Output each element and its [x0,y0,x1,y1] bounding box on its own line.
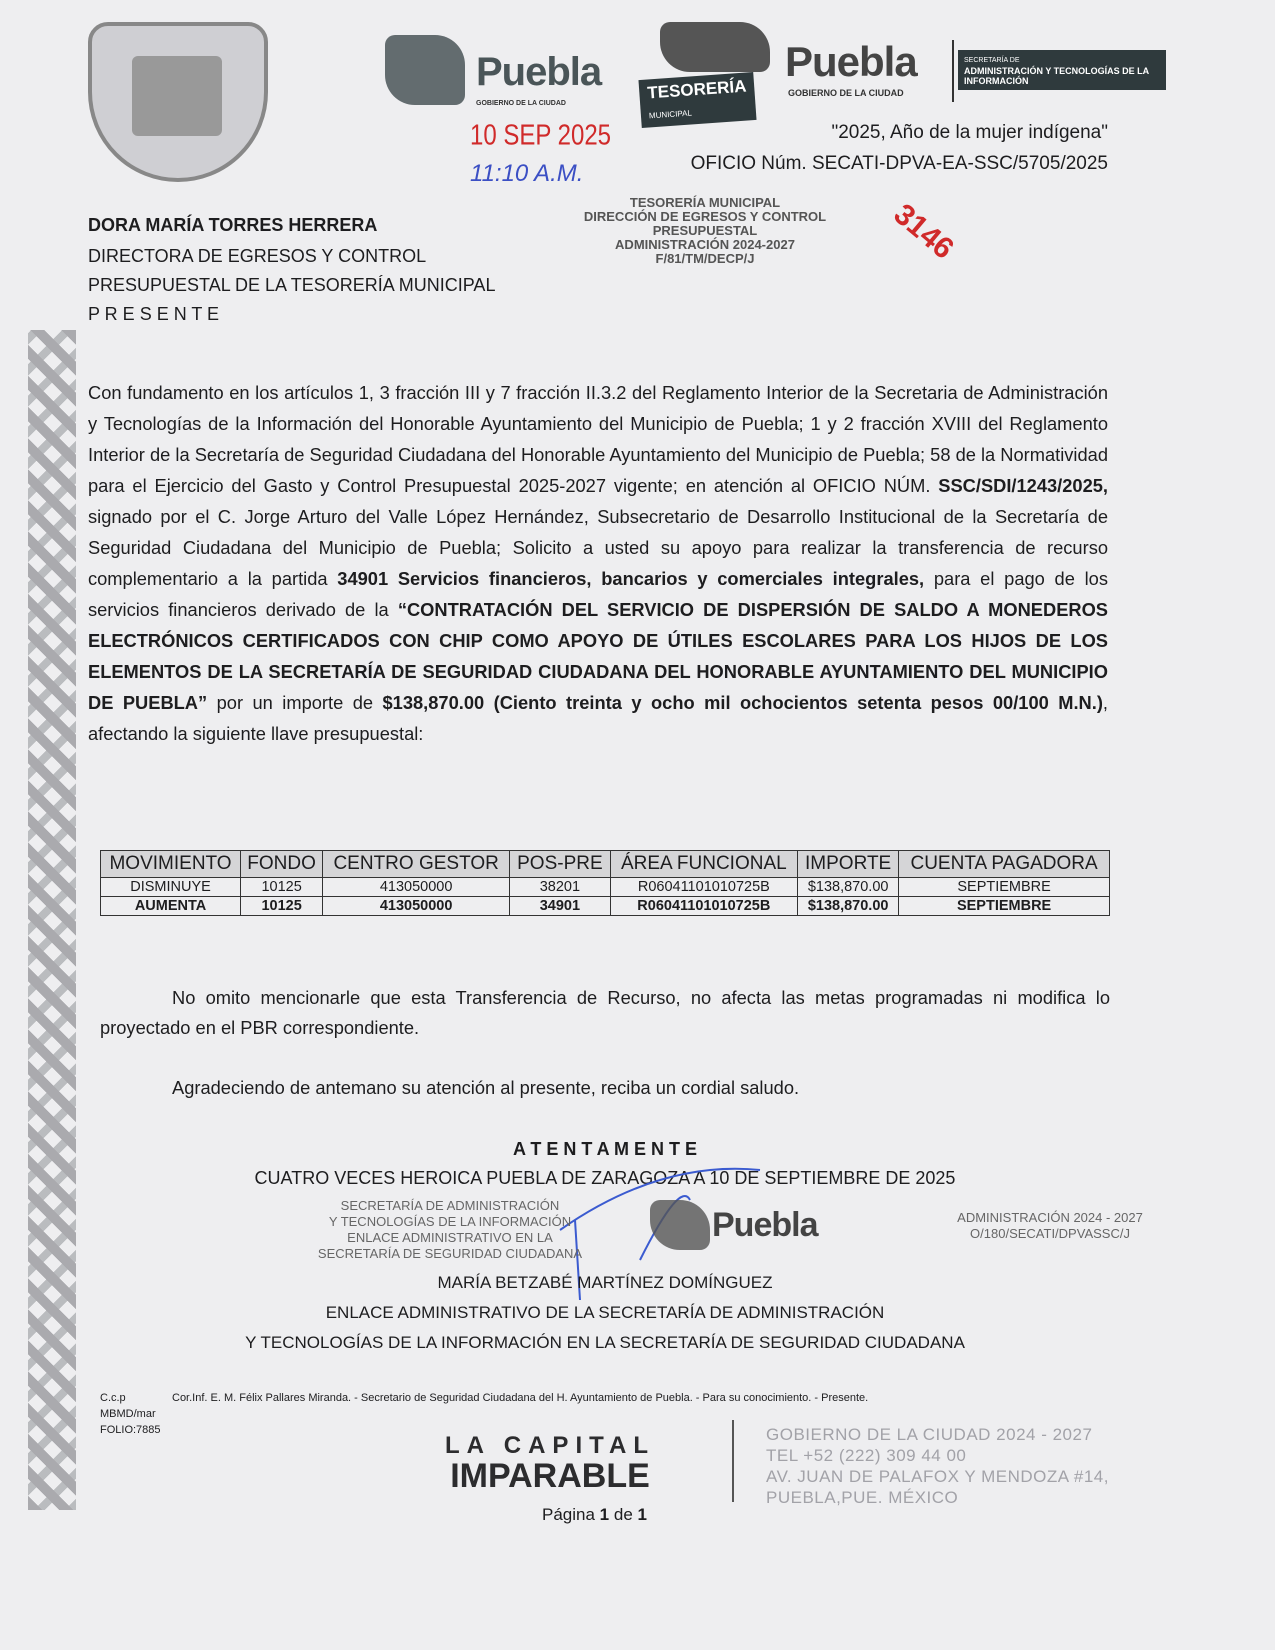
addressee-block [88,212,548,329]
signature-logo-word: Puebla [712,1206,818,1244]
cell: SEPTIEMBRE [899,897,1110,916]
motto: "2025, Año de la mujer indígena" [831,122,1108,143]
col-header: ÁREA FUNCIONAL [610,851,797,878]
cell: R06041101010725B [610,878,797,897]
secretaria-badge [958,50,1166,90]
total-pages: 1 [637,1505,647,1524]
stamp-line: ADMINISTRACIÓN 2024-2027 [615,237,795,252]
page-of: de [609,1505,638,1524]
logo-divider [952,40,954,102]
tesoreria-badge [638,72,756,128]
text: signado por el C. Jorge Arturo del Valle López Hernández, Subsecretario de Desarrollo Institucional de la Secretaría de Seguridad Ciudadana del Municipio de Puebla; Solicito a usted su apoyo para realizar la transferencia de recurso complementario a la partida [88,506,1108,589]
cell: 38201 [510,878,610,897]
signer-block [0,1268,1210,1358]
amount: $138,870.00 (Ciento treinta y ocho mil ochocientos setenta pesos 00/100 M.N.) [382,692,1103,713]
paragraph-saludo: Agradeciendo de antemano su atención al presente, reciba un cordial saludo. [172,1077,800,1098]
text: por un importe de [207,692,383,713]
municipal-seal [88,22,268,182]
place-date: CUATRO VECES HEROICA PUEBLA DE ZARAGOZA A 10 DE SEPTIEMBRE DE 2025 [254,1168,956,1188]
addressee-title-1: DIRECTORA DE EGRESOS Y CONTROL [88,246,427,266]
atentamente: A T E N T A M E N T E [513,1139,697,1159]
tesoreria-word: TESORERÍA [646,76,747,103]
folio-red-stamp: 3146 [887,197,960,266]
stamp-line: F/81/TM/DECP/J [655,251,755,266]
footer-tel: TEL +52 (222) 309 44 00 [766,1446,967,1465]
received-time-handwritten: 11:10 A.M. [470,160,584,187]
stamp-line: ENLACE ADMINISTRATIVO EN LA [347,1230,553,1245]
slogan-logo [400,1432,700,1495]
tesoreria-logo-sub: GOBIERNO DE LA CIUDAD [476,100,566,107]
col-header: CUENTA PAGADORA [899,851,1110,878]
col-header: IMPORTE [798,851,899,878]
oficio-ref: SSC/SDI/1243/2025, [938,475,1108,496]
stamp-line: SECRETARÍA DE ADMINISTRACIÓN [340,1198,560,1213]
body-paragraph [88,377,1108,749]
stamp-line: O/180/SECATI/DPVASSC/J [970,1226,1130,1241]
ccp-block [100,1390,868,1438]
slogan-line1: LA CAPITAL [445,1432,655,1459]
oficio-number: OFICIO Núm. SECATI-DPVA-EA-SSC/5705/2025 [690,153,1108,174]
cell: $138,870.00 [798,878,899,897]
signer-role: Y TECNOLOGÍAS DE LA INFORMACIÓN EN LA SECRETARÍA DE SEGURIDAD CIUDADANA [245,1333,965,1352]
secretaria-main: ADMINISTRACIÓN Y TECNOLOGÍAS DE LA INFORMACIÓN [964,66,1149,86]
signature-stamp-admin [930,1210,1170,1242]
col-header: FONDO [241,851,323,878]
signer-name: MARÍA BETZABÉ MARTÍNEZ DOMÍNGUEZ [437,1273,773,1292]
page-number [542,1505,647,1525]
signer-role: ENLACE ADMINISTRATIVO DE LA SECRETARÍA DE ADMINISTRACIÓN [325,1303,885,1322]
paragraph-metas: No omito mencionarle que esta Transferencia de Recurso, no afecta las metas programadas ni modifica lo proyectado en el PBR correspondiente. [100,987,1110,1038]
cell: SEPTIEMBRE [899,878,1110,897]
stamp-line: Y TECNOLOGÍAS DE LA INFORMACIÓN [328,1214,572,1229]
text: para el pago de los servicios financieros derivado de la [88,568,1108,620]
budget-table [100,850,1110,916]
table-row [101,878,1110,897]
stamp-line: ADMINISTRACIÓN 2024 - 2027 [957,1210,1143,1225]
secretaria-top: SECRETARÍA DE [964,57,1020,64]
cell: $138,870.00 [798,897,899,916]
puebla-emblem-icon [385,35,465,105]
col-header: POS-PRE [510,851,610,878]
addressee-title-2: PRESUPUESTAL DE LA TESORERÍA MUNICIPAL [88,275,496,295]
signature-stamp [290,1198,610,1262]
logo-word: Puebla [785,38,917,85]
logo-sub: GOBIERNO DE LA CIUDAD [788,88,904,98]
presente: P R E S E N T E [88,304,220,324]
table-row [101,897,1110,916]
received-date-stamp: 10 SEP 2025 [470,119,612,152]
initials: MBMD/mar [100,1408,156,1420]
stamp-line: PRESUPUESTAL [652,223,758,238]
footer-divider [732,1420,734,1502]
footer-city: PUEBLA,PUE. MÉXICO [766,1488,959,1507]
cell: AUMENTA [101,897,241,916]
current-page: 1 [599,1505,610,1524]
cell: 413050000 [323,878,510,897]
footer-address: AV. JUAN DE PALAFOX Y MENDOZA #14, [766,1467,1109,1486]
ccp-label: C.c.p [100,1392,126,1404]
contract-title: “CONTRATACIÓN DEL SERVICIO DE DISPERSIÓN DE SALDO A MONEDEROS ELECTRÓNICOS CERTIFICADOS CON CHIP COMO APOYO DE ÚTILES ESCOLARES PARA LOS HIJOS DE LOS ELEMENTOS DE LA SECRETARÍA DE SEGURIDAD CIUDADANA DEL HONORABLE AYUNTAMIENTO DEL MUNICIPIO DE PUEBLA” [88,599,1108,713]
table-header-row [101,851,1110,878]
slogan-line2: IMPARABLE [450,1457,650,1495]
stamp-line: TESORERÍA MUNICIPAL [629,195,781,210]
page-label: Página [542,1505,600,1524]
puebla-emblem-icon [660,22,770,72]
partida: 34901 Servicios financieros, bancarios y comerciales integrales, [337,568,925,589]
text: , afectando la siguiente llave presupuestal: [88,692,1109,744]
cell: R06041101010725B [610,897,797,916]
cell: 413050000 [323,897,510,916]
cell: 10125 [241,878,323,897]
ccp-text: Cor.Inf. E. M. Félix Pallares Miranda. - Secretario de Seguridad Ciudadana del H. Ayuntamiento de Puebla. - Para su conocimiento. - Presente. [172,1392,869,1404]
tesoreria-sub: MUNICIPAL [648,108,693,121]
folio: FOLIO:7885 [100,1424,161,1436]
text: Con fundamento en los artículos 1, 3 fracción III y 7 fracción II.3.2 del Reglamento Interior de la Secretaria de Administración y Tecnologías de la Información del Honorable Ayuntamiento del Municipio de Puebla; 1 y 2 fracción XVIII del Reglamento Interior de la Secretaría de Seguridad Ciudadana del Honorable Ayuntamiento del Municipio de Puebla; 58 de la Normatividad para el Ejercicio del Gasto y Control Presupuestal 2025-2027 vigente; en atención al OFICIO NÚM. [88,382,1109,496]
col-header: MOVIMIENTO [101,851,241,878]
col-header: CENTRO GESTOR [323,851,510,878]
footer-gov: GOBIERNO DE LA CIUDAD 2024 - 2027 [766,1425,1093,1444]
addressee-name: DORA MARÍA TORRES HERRERA [88,215,378,235]
tesoreria-received-stamp [560,196,850,266]
stamp-line: DIRECCIÓN DE EGRESOS Y CONTROL [583,209,827,224]
tesoreria-logo-word: Puebla [476,50,602,94]
cell: 10125 [241,897,323,916]
cell: 34901 [510,897,610,916]
stamp-line: SECRETARÍA DE SEGURIDAD CIUDADANA [317,1246,583,1261]
footer-contact [766,1424,1109,1508]
cell: DISMINUYE [101,878,241,897]
